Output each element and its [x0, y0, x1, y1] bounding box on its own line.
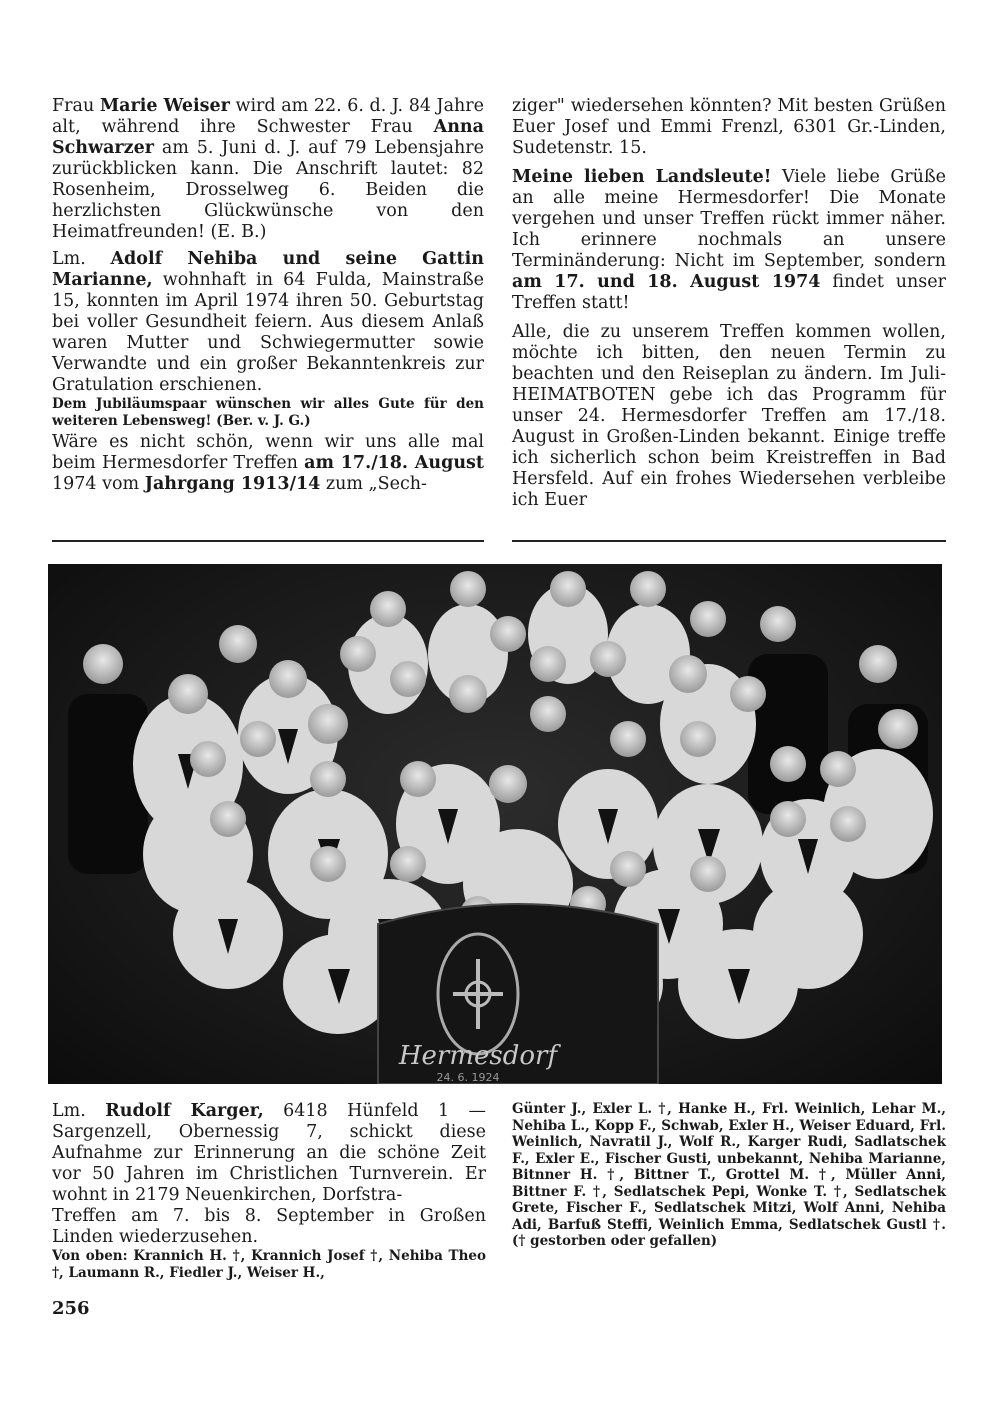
caption-names-continued: Günter J., Exler L. †, Hanke H., Frl. Weinlich, Lehar M., Nehiba L., Kopp F., Schwab, Exler H., Weiser Eduard, Frl. Weinlich, Navratil J., Wolf R., Karger Rudi, Sadlatschek F., Exler E., Fischer Gusti, unbekannt, Nehiba Marianne, Bitnner H. †, Bittner T., Grottel M. †, Müller Anni, Bittner F. †, Sedlatschek Pepi, Wonke T. †, Sedlatschek Grete, Fischer F., Sedlatschek Mitzi, Wolf Anni, Nehiba Adi, Barfuß Steffi, Weinlich Emma, Sedlatschek Gustl †. († gestorben oder gefallen) [512, 1101, 946, 1249]
page-number: 256 [52, 1298, 90, 1319]
name-rudolf-karger: Rudolf Karger, [105, 1101, 264, 1121]
text-run: Lm. [52, 249, 111, 269]
text-run: wohnhaft in 64 Fulda, Mainstraße 15, konnten im April 1974 ihren 50. Geburtstag bei voller Gesundheit feiern. Aus diesem Anlaß waren Mutter und Schwiegermutter sowie Verwandte und ein großer Bekanntenkreis zur Gratulation erschienen. [52, 270, 484, 395]
caption-names-start: Von oben: Krannich H. †, Krannich Josef †, Nehiba Theo †, Laumann R., Fiedler J., Weiser H., [52, 1248, 486, 1281]
birthday-paragraph-nehiba [52, 249, 484, 396]
salutation: Meine lieben Landsleute! [512, 167, 772, 187]
text-run: Wäre es nicht schön, wenn wir uns alle mal beim Hermesdorfer Treffen [52, 432, 484, 473]
group-photo-illustration [48, 564, 942, 1084]
caption-column-left [52, 1101, 486, 1281]
group-photo-turnverein [48, 564, 942, 1084]
section-divider-left [52, 540, 484, 542]
name-anna-schwarzer: Anna Schwarzer [52, 117, 484, 158]
cohort-highlight: Jahrgang 1913/14 [144, 474, 321, 494]
text-run: am 5. Juni d. J. auf 79 Lebensjahre zurückblicken kann. Die Anschrift lautet: 82 Rosenheim, Drosselweg 6. Beiden die herzlichsten Glückwünsche von den Heimatfreunden! (E. B.) [52, 138, 484, 242]
banner-text: Hermesdorf [398, 1041, 558, 1071]
banner-date: 24. 6. 1924 [436, 1071, 500, 1084]
date-highlight: am 17./18. August [304, 453, 484, 473]
reunion-paragraph [52, 432, 484, 495]
reunion-note [52, 1206, 486, 1248]
text-run: Lm. [52, 1101, 106, 1121]
text-run: 1974 vom [52, 474, 145, 494]
landsleute-paragraph [512, 167, 946, 314]
greeting-frenzl-paragraph: ziger" wiedersehen könnten? Mit besten Grüßen Euer Josef und Emmi Frenzl, 6301 Gr.-Linden, Sudetenstr. 15. [512, 96, 946, 158]
travel-plan-paragraph: Alle, die zu unserem Treffen kommen wollen, möchte ich bitten, den neuen Termin zu beachten und den Reiseplan zu ändern. Im Juli-HEIMATBOTEN gebe ich das Programm für unser 24. Hermesdorfer Treffen am 17./18. August in Großen-Linden bekannt. Einige treffe ich sicherlich schon beim Kreistreffen in Bad Hersfeld. Auf ein frohes Wiedersehen verbleibe ich Euer [512, 322, 946, 510]
text-run: 6418 Hünfeld 1 — Sargenzell, Obernessig 7, schickt diese Aufnahme zur Erinnerung an die schöne Zeit vor 50 Jahren im Christlichen Turnverein. Er wohnt in 2179 Neuenkirchen, Dorfstra- [52, 1101, 487, 1205]
text-run: wird am 22. 6. d. J. 84 Jahre alt, während ihre Schwester Frau [52, 96, 484, 137]
article-column-top-right [512, 96, 946, 511]
text-run: zum „Sech- [320, 474, 427, 494]
karger-paragraph [52, 1101, 486, 1206]
text-run: Viele liebe Grüße an alle meine Hermesdorfer! Die Monate vergehen und unser Treffen rückt immer näher. Ich erinnere nochmals an unsere Terminänderung: Nicht im September, sondern [512, 167, 946, 271]
caption-column-right [512, 1101, 946, 1250]
name-marie-weiser: Marie Weiser [99, 96, 230, 116]
wishes-note: Dem Jubiläumspaar wünschen wir alles Gute für den weiteren Lebensweg! (Ber. v. J. G.) [52, 396, 484, 429]
text-run: Frau [52, 96, 100, 116]
text-run: findet unser Treffen statt! [512, 272, 946, 313]
date-highlight: am 17. und 18. August 1974 [512, 272, 821, 292]
birthday-paragraph-weiser [52, 96, 484, 243]
name-adolf-nehiba: Adolf Nehiba und seine Gattin Marianne, [52, 249, 484, 290]
article-column-top-left [52, 96, 484, 495]
section-divider-right [512, 540, 946, 542]
text-run: Treffen am 7. bis 8. September in Großen Linden wiederzusehen. [52, 1206, 486, 1247]
